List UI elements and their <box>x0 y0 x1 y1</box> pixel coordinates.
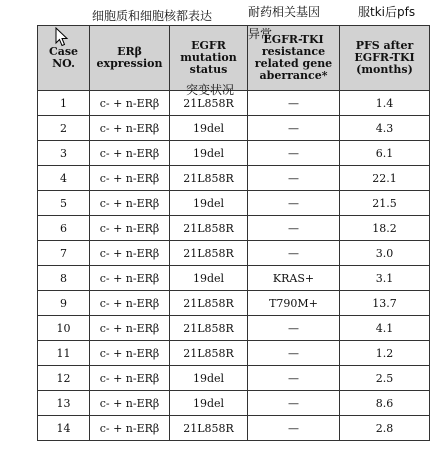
cell-resistance: — <box>248 341 340 366</box>
table-row <box>38 191 430 216</box>
cell-pfs: 3.0 <box>340 241 430 266</box>
cell-egfr-mutation: 19del <box>170 391 248 416</box>
cell-resistance: — <box>248 116 340 141</box>
cell-er-expression: c- + n-ERβ <box>90 341 170 366</box>
table-row <box>38 241 430 266</box>
table-row <box>38 341 430 366</box>
cell-er-expression: c- + n-ERβ <box>90 191 170 216</box>
cell-egfr-mutation: 19del <box>170 266 248 291</box>
cell-pfs: 22.1 <box>340 166 430 191</box>
cell-case: 11 <box>38 341 90 366</box>
table-row <box>38 141 430 166</box>
cell-case: 6 <box>38 216 90 241</box>
cell-er-expression: c- + n-ERβ <box>90 166 170 191</box>
cell-egfr-mutation: 21L858R <box>170 91 248 116</box>
header-egfr-mutation: EGFR mutation status <box>170 26 248 91</box>
cell-pfs: 8.6 <box>340 391 430 416</box>
table-row <box>38 391 430 416</box>
cell-pfs: 2.5 <box>340 366 430 391</box>
cell-egfr-mutation: 19del <box>170 116 248 141</box>
cell-egfr-mutation: 21L858R <box>170 416 248 441</box>
table-row <box>38 366 430 391</box>
cell-er-expression: c- + n-ERβ <box>90 116 170 141</box>
cell-resistance: — <box>248 416 340 441</box>
cell-egfr-mutation: 21L858R <box>170 341 248 366</box>
cell-egfr-mutation: 19del <box>170 366 248 391</box>
cell-resistance: — <box>248 141 340 166</box>
cell-egfr-mutation: 21L858R <box>170 291 248 316</box>
cell-pfs: 18.2 <box>340 216 430 241</box>
cell-resistance: — <box>248 316 340 341</box>
cell-resistance: — <box>248 191 340 216</box>
header-resistance: EGFR-TKI resistance related gene aberrance* <box>248 26 340 91</box>
cell-pfs: 2.8 <box>340 416 430 441</box>
mouse-pointer-icon <box>55 27 69 47</box>
cell-pfs: 4.1 <box>340 316 430 341</box>
cell-egfr-mutation: 21L858R <box>170 241 248 266</box>
annotation-abnormal: 异常 <box>248 27 273 41</box>
table-body <box>38 91 430 441</box>
cell-er-expression: c- + n-ERβ <box>90 141 170 166</box>
cell-er-expression: c- + n-ERβ <box>90 366 170 391</box>
cell-egfr-mutation: 21L858R <box>170 166 248 191</box>
table-header-row <box>38 26 430 91</box>
cell-resistance: — <box>248 91 340 116</box>
cell-er-expression: c- + n-ERβ <box>90 266 170 291</box>
cell-case: 2 <box>38 116 90 141</box>
cell-pfs: 13.7 <box>340 291 430 316</box>
annotation-resistance-gene: 耐药相关基因 <box>248 5 321 19</box>
annotation-pfs-after: 服tki后pfs <box>358 5 416 19</box>
cell-resistance: — <box>248 391 340 416</box>
cell-er-expression: c- + n-ERβ <box>90 416 170 441</box>
cell-egfr-mutation: 19del <box>170 191 248 216</box>
table-row <box>38 291 430 316</box>
cell-pfs: 21.5 <box>340 191 430 216</box>
cell-resistance: — <box>248 166 340 191</box>
table-row <box>38 416 430 441</box>
cell-er-expression: c- + n-ERβ <box>90 316 170 341</box>
cell-resistance: — <box>248 241 340 266</box>
cell-resistance: — <box>248 216 340 241</box>
annotation-nuclear-expression: 细胞质和细胞核都表达 <box>92 9 213 23</box>
cell-case: 5 <box>38 191 90 216</box>
cell-case: 7 <box>38 241 90 266</box>
cell-case: 1 <box>38 91 90 116</box>
table-row <box>38 166 430 191</box>
cell-egfr-mutation: 21L858R <box>170 216 248 241</box>
cell-case: 12 <box>38 366 90 391</box>
cell-pfs: 1.4 <box>340 91 430 116</box>
cell-resistance: T790M+ <box>248 291 340 316</box>
cell-case: 13 <box>38 391 90 416</box>
cell-case: 3 <box>38 141 90 166</box>
cell-er-expression: c- + n-ERβ <box>90 241 170 266</box>
cell-er-expression: c- + n-ERβ <box>90 391 170 416</box>
cell-er-expression: c- + n-ERβ <box>90 216 170 241</box>
cell-pfs: 3.1 <box>340 266 430 291</box>
header-pfs: PFS after EGFR-TKI (months) <box>340 26 430 91</box>
annotation-mutation-status: 突变状况 <box>186 83 235 97</box>
cell-er-expression: c- + n-ERβ <box>90 91 170 116</box>
cell-case: 4 <box>38 166 90 191</box>
cell-resistance: KRAS+ <box>248 266 340 291</box>
cell-pfs: 6.1 <box>340 141 430 166</box>
cell-resistance: — <box>248 366 340 391</box>
table-row <box>38 116 430 141</box>
cell-case: 9 <box>38 291 90 316</box>
cell-pfs: 4.3 <box>340 116 430 141</box>
cell-case: 8 <box>38 266 90 291</box>
cell-case: 10 <box>38 316 90 341</box>
cell-egfr-mutation: 19del <box>170 141 248 166</box>
header-case: Case NO. <box>38 26 90 91</box>
table-row <box>38 266 430 291</box>
cell-pfs: 1.2 <box>340 341 430 366</box>
table-row <box>38 216 430 241</box>
cell-egfr-mutation: 21L858R <box>170 316 248 341</box>
header-er-expression: ERβ expression <box>90 26 170 91</box>
table-row <box>38 316 430 341</box>
cell-case: 14 <box>38 416 90 441</box>
cell-er-expression: c- + n-ERβ <box>90 291 170 316</box>
